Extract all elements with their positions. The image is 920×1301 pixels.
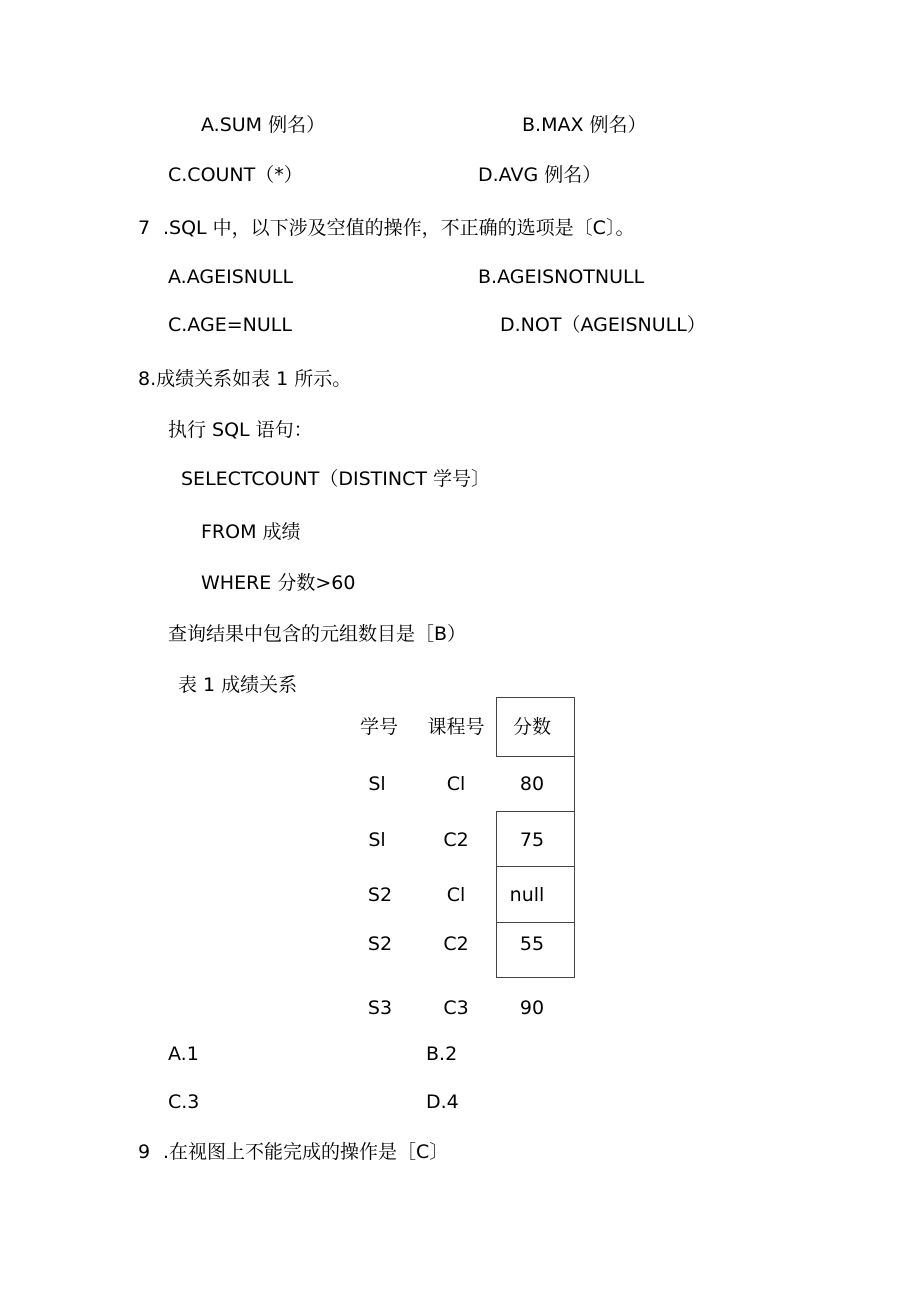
q7-option-c: C.AGE=NULL (168, 314, 292, 336)
table-cell-student-id: S2 (367, 933, 393, 955)
score-row-divider (496, 866, 575, 867)
q8-sql-line-3: WHERE 分数>60 (201, 572, 356, 594)
table-cell-score: 55 (519, 933, 545, 955)
q7-option-d: D.NOT（AGEISNULL） (500, 314, 706, 336)
q8-question: 查询结果中包含的元组数目是［B） (168, 623, 467, 645)
table-cell-course-id: Cl (446, 884, 466, 906)
table-cell-student-id: S3 (367, 997, 393, 1019)
table-cell-course-id: C2 (443, 933, 469, 955)
table-caption: 表 1 成绩关系 (178, 674, 298, 696)
table-cell-course-id: C2 (443, 829, 469, 851)
q9-number: 9 (138, 1141, 151, 1163)
table-cell-student-id: Sl (368, 829, 386, 851)
q6-option-a: A.SUM 例名） (201, 114, 326, 136)
q8-sql-line-2: FROM 成绩 (201, 521, 301, 543)
q6-option-b: B.MAX 例名） (522, 114, 647, 136)
q8-stem: 8.成绩关系如表 1 所示。 (138, 368, 352, 390)
q8-option-a: A.1 (168, 1043, 199, 1065)
q7-number: 7 (138, 217, 151, 239)
table-cell-course-id: Cl (446, 773, 466, 795)
q6-option-c: C.COUNT（*） (168, 164, 303, 186)
table-cell-student-id: Sl (368, 773, 386, 795)
q7-option-b: B.AGEISNOTNULL (478, 266, 645, 288)
q8-option-d: D.4 (426, 1091, 459, 1113)
q6-option-d: D.AVG 例名） (478, 164, 602, 186)
score-row-divider (496, 922, 575, 923)
q7-stem: .SQL 中，以下涉及空值的操作，不正确的选项是〔C〕。 (163, 217, 635, 239)
table-cell-score: 75 (519, 829, 545, 851)
table-cell-score: null (509, 884, 545, 906)
q8-option-b: B.2 (426, 1043, 458, 1065)
q8-sql-line-1: SELECTCOUNT（DISTINCT 学号〕 (181, 468, 490, 490)
q7-option-a: A.AGEISNULL (168, 266, 294, 288)
table-header-course-id: 课程号 (427, 716, 485, 738)
q8-exec-label: 执行 SQL 语句： (168, 419, 313, 441)
table-cell-score: 90 (519, 997, 545, 1019)
table-cell-course-id: C3 (443, 997, 469, 1019)
table-cell-student-id: S2 (367, 884, 393, 906)
q8-option-c: C.3 (168, 1091, 200, 1113)
table-header-score: 分数 (512, 716, 551, 738)
table-header-student-id: 学号 (359, 716, 398, 738)
q9-stem: .在视图上不能完成的操作是［C〕 (163, 1141, 449, 1163)
table-cell-score: 80 (519, 773, 545, 795)
